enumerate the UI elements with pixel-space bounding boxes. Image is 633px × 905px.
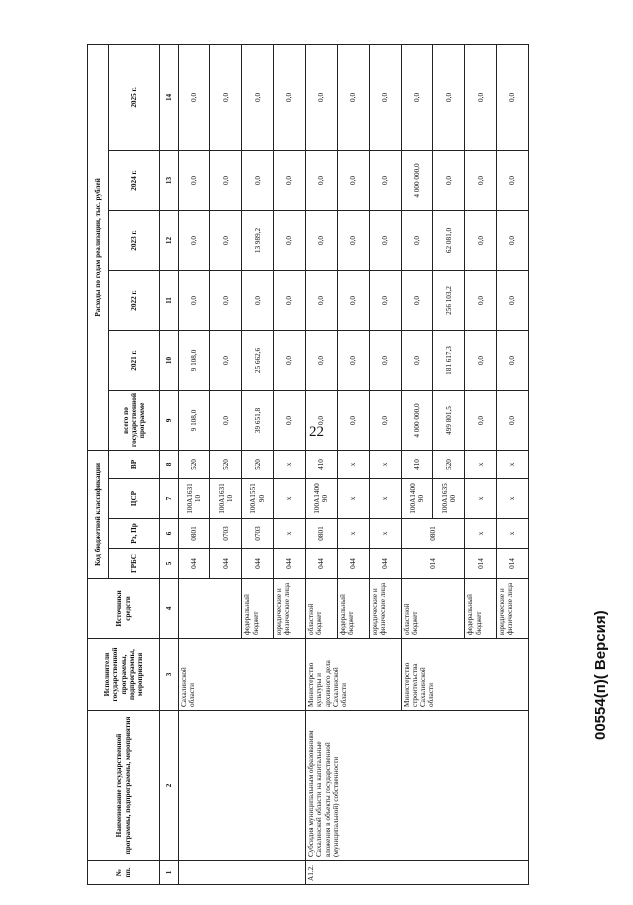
source-cell: федеральный бюджет (337, 579, 369, 639)
executor-cell: Сахалинской области (178, 639, 305, 711)
total-cell: 499 801,5 (433, 390, 465, 450)
item-name: Субсидия муниципальным образованиям Сахалинской области на капитальные вложения в объекты государственной (муниципальной) собственности (306, 711, 529, 861)
csr-cell: x (369, 479, 401, 519)
y2023-cell: 0,0 (274, 210, 306, 270)
header-2022: 2022 г. (108, 270, 159, 330)
col-number: 4 (160, 579, 178, 639)
y2023-cell: 0,0 (497, 210, 529, 270)
y2023-cell: 0,0 (337, 210, 369, 270)
csr-cell: 100A1631 10 (178, 479, 210, 519)
name-cell-empty (178, 711, 305, 861)
y2025-cell: 0,0 (178, 44, 210, 150)
y2022-cell: 0,0 (465, 270, 497, 330)
y2025-cell: 0,0 (242, 44, 274, 150)
y2021-cell: 0,0 (401, 330, 433, 390)
csr-cell: x (274, 479, 306, 519)
source-cell: юридические и физические лица (274, 579, 306, 639)
y2021-cell: 0,0 (210, 330, 242, 390)
rzpr-cell: 0703 (242, 519, 274, 549)
total-cell: 0,0 (337, 390, 369, 450)
total-cell: 4 000 000,0 (401, 390, 433, 450)
vr-cell: 520 (178, 450, 210, 478)
header-num: № пп. (88, 861, 160, 885)
vr-cell: x (497, 450, 529, 478)
header-grbs: ГРБС (108, 549, 159, 579)
table-row (306, 44, 338, 884)
grbs-cell: 014 (465, 549, 497, 579)
y2025-cell: 0,0 (433, 44, 465, 150)
header-executor: Исполнители государственной программы, подпрограммы, мероприятия (88, 639, 160, 711)
header-2021: 2021 г. (108, 330, 159, 390)
source-cell: областной бюджет (306, 579, 338, 639)
y2024-cell: 0,0 (178, 150, 210, 210)
y2023-cell: 0,0 (210, 210, 242, 270)
vr-cell: x (337, 450, 369, 478)
grbs-cell: 044 (337, 549, 369, 579)
y2023-cell: 0,0 (465, 210, 497, 270)
grbs-cell: 014 (497, 549, 529, 579)
y2024-cell: 4 000 000,0 (401, 150, 433, 210)
y2021-cell: 0,0 (337, 330, 369, 390)
y2022-cell: 0,0 (337, 270, 369, 330)
source-cell: федеральный бюджет (465, 579, 497, 639)
vr-cell: 520 (210, 450, 242, 478)
document-version-footer: 00554(п)( Версия) (592, 610, 609, 740)
source-cell: областной бюджет (401, 579, 465, 639)
y2025-cell: 0,0 (306, 44, 338, 150)
vr-cell: 520 (242, 450, 274, 478)
total-cell: 9 108,0 (178, 390, 210, 450)
col-number: 12 (160, 210, 178, 270)
rzpr-cell: 0801 (178, 519, 210, 549)
vr-cell: 410 (306, 450, 338, 478)
csr-cell: 100A1400 90 (401, 479, 433, 519)
rotated-table-container (87, 45, 529, 885)
y2025-cell: 0,0 (210, 44, 242, 150)
header-vr: ВР (108, 450, 159, 478)
col-number: 6 (160, 519, 178, 549)
y2023-cell: 0,0 (401, 210, 433, 270)
source-cell-empty (178, 579, 242, 639)
y2022-cell: 0,0 (274, 270, 306, 330)
executor-cell: Министерство строительства Сахалинской области (401, 639, 528, 711)
y2025-cell: 0,0 (369, 44, 401, 150)
y2022-cell: 0,0 (401, 270, 433, 330)
header-2023: 2023 г. (108, 210, 159, 270)
rzpr-cell: 0703 (210, 519, 242, 549)
y2021-cell: 0,0 (274, 330, 306, 390)
header-2025: 2025 г. (108, 44, 159, 150)
y2022-cell: 0,0 (242, 270, 274, 330)
header-total: всего по государственной программе (108, 390, 159, 450)
header-budget-class: Код бюджетной классификации (88, 450, 109, 578)
header-2024: 2024 г. (108, 150, 159, 210)
col-number: 11 (160, 270, 178, 330)
y2025-cell: 0,0 (401, 44, 433, 150)
y2024-cell: 0,0 (210, 150, 242, 210)
col-number: 2 (160, 711, 178, 861)
col-number: 1 (160, 861, 178, 885)
executor-cell: Министерство культуры и архивного дела Сахалинской области (306, 639, 402, 711)
total-cell: 39 651,8 (242, 390, 274, 450)
header-rzpr: Рз, Пр (108, 519, 159, 549)
grbs-cell: 044 (369, 549, 401, 579)
csr-cell: 100A1400 90 (306, 479, 338, 519)
csr-cell: x (465, 479, 497, 519)
y2024-cell: 0,0 (433, 150, 465, 210)
y2025-cell: 0,0 (337, 44, 369, 150)
source-cell: юридические и физические лица (497, 579, 529, 639)
csr-cell: x (337, 479, 369, 519)
rzpr-cell: x (337, 519, 369, 549)
rzpr-cell: x (465, 519, 497, 549)
rzpr-cell: 0801 (401, 519, 465, 549)
y2023-cell: 0,0 (369, 210, 401, 270)
col-number: 7 (160, 479, 178, 519)
grbs-cell: 044 (306, 549, 338, 579)
page-number: 22 (309, 424, 324, 440)
total-cell: 0,0 (465, 390, 497, 450)
col-number: 3 (160, 639, 178, 711)
y2021-cell: 0,0 (497, 330, 529, 390)
item-number: A1.2. (306, 861, 529, 885)
y2023-cell: 0,0 (178, 210, 210, 270)
grbs-cell: 044 (210, 549, 242, 579)
col-number: 14 (160, 44, 178, 150)
total-cell: 0,0 (497, 390, 529, 450)
csr-cell: x (497, 479, 529, 519)
col-number: 13 (160, 150, 178, 210)
y2022-cell: 0,0 (178, 270, 210, 330)
y2022-cell: 0,0 (210, 270, 242, 330)
budget-table-region (87, 45, 529, 885)
y2023-cell: 62 081,0 (433, 210, 465, 270)
total-cell: 0,0 (210, 390, 242, 450)
vr-cell: 520 (433, 450, 465, 478)
y2024-cell: 0,0 (369, 150, 401, 210)
y2025-cell: 0,0 (274, 44, 306, 150)
y2022-cell: 0,0 (306, 270, 338, 330)
col-number: 10 (160, 330, 178, 390)
rzpr-cell: x (497, 519, 529, 549)
csr-cell: 100A1635 00 (433, 479, 465, 519)
num-cell-empty (178, 861, 305, 885)
source-cell: федеральный бюджет (242, 579, 274, 639)
y2022-cell: 0,0 (497, 270, 529, 330)
header-csr: ЦСР (108, 479, 159, 519)
y2024-cell: 0,0 (465, 150, 497, 210)
y2024-cell: 0,0 (242, 150, 274, 210)
y2021-cell: 0,0 (306, 330, 338, 390)
csr-cell: 100A1551 90 (242, 479, 274, 519)
y2021-cell: 25 662,6 (242, 330, 274, 390)
y2021-cell: 0,0 (465, 330, 497, 390)
vr-cell: x (465, 450, 497, 478)
rzpr-cell: x (274, 519, 306, 549)
col-number: 8 (160, 450, 178, 478)
y2024-cell: 0,0 (337, 150, 369, 210)
grbs-cell: 014 (401, 549, 465, 579)
table-row (178, 44, 210, 884)
total-cell: 0,0 (306, 390, 338, 450)
budget-table (87, 44, 529, 885)
vr-cell: 410 (401, 450, 433, 478)
y2023-cell: 0,0 (306, 210, 338, 270)
y2024-cell: 0,0 (274, 150, 306, 210)
col-number: 5 (160, 549, 178, 579)
header-expenses: Расходы по годам реализации, тыс. рублей (88, 44, 109, 450)
vr-cell: x (369, 450, 401, 478)
y2023-cell: 13 989,2 (242, 210, 274, 270)
source-cell: юридические и физические лица (369, 579, 401, 639)
column-numbers-row (160, 44, 178, 884)
y2024-cell: 0,0 (497, 150, 529, 210)
y2022-cell: 0,0 (369, 270, 401, 330)
y2024-cell: 0,0 (306, 150, 338, 210)
y2025-cell: 0,0 (465, 44, 497, 150)
csr-cell: 100A1631 10 (210, 479, 242, 519)
rzpr-cell: x (369, 519, 401, 549)
total-cell: 0,0 (274, 390, 306, 450)
vr-cell: x (274, 450, 306, 478)
rzpr-cell: 0801 (306, 519, 338, 549)
y2022-cell: 256 103,2 (433, 270, 465, 330)
grbs-cell: 044 (274, 549, 306, 579)
header-name: Наименование государственной программы, подпрограммы, мероприятия (88, 711, 160, 861)
grbs-cell: 044 (178, 549, 210, 579)
col-number: 9 (160, 390, 178, 450)
header-row-1 (88, 44, 109, 884)
y2021-cell: 0,0 (369, 330, 401, 390)
y2021-cell: 9 108,0 (178, 330, 210, 390)
y2025-cell: 0,0 (497, 44, 529, 150)
grbs-cell: 044 (242, 549, 274, 579)
y2021-cell: 181 617,3 (433, 330, 465, 390)
total-cell: 0,0 (369, 390, 401, 450)
header-source: Источники средств (88, 579, 160, 639)
